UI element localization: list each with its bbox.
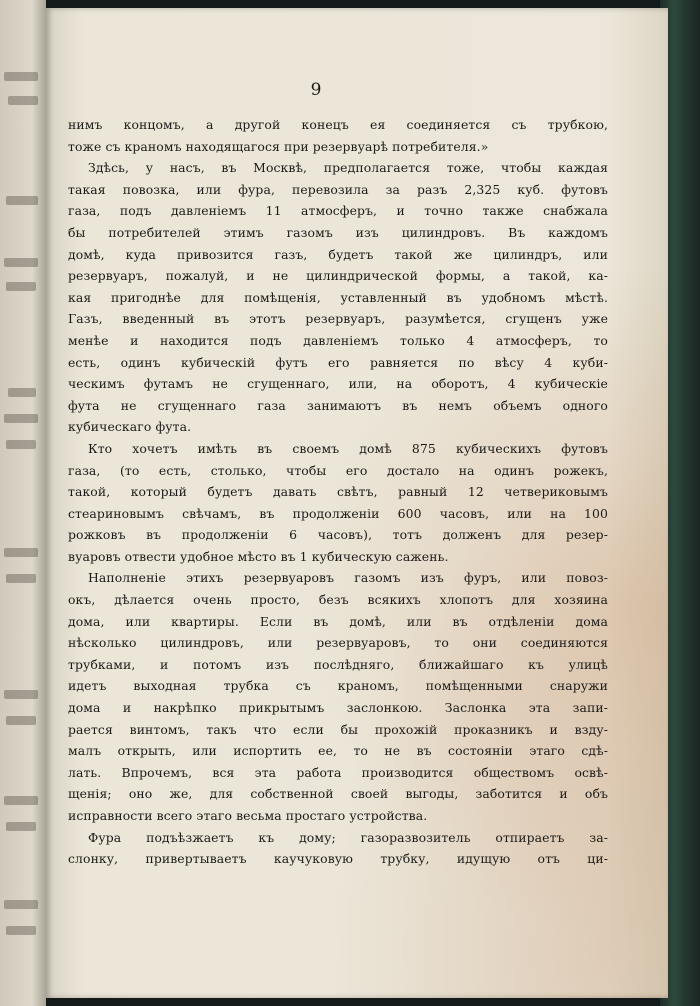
text-line: идетъ выходная трубка съ краномъ, помѣщенными снаружи [68,678,608,694]
text-line: газа, (то есть, столько, чтобы его достало на одинъ рожекъ, [68,462,608,478]
text-line: дома, или квартиры. Если въ домѣ, или въ отдѣленіи дома [68,613,608,629]
text-line: щенія; оно же, для собственной своей выгоды, заботится и объ [68,786,608,802]
paragraph [68,114,608,157]
text-line: дома и накрѣпко прикрытымъ заслонкою. Заслонка эта запи- [68,700,608,716]
text-line: Фура подъѣзжаетъ къ дому; газоразвозитель отпираетъ за- [88,829,608,845]
text-line: такая повозка, или фура, перевозила за разъ 2,325 куб. футовъ [68,181,608,197]
text-line: трубками, и потомъ изъ послѣдняго, ближайшаго къ улицѣ [68,656,608,672]
text-line: ческимъ футамъ не сгущеннаго, или, на оборотъ, 4 кубическіе [68,376,608,392]
text-line: домѣ, куда привозится газъ, будетъ такой же цилиндръ, или [68,246,608,262]
text-line: вуаровъ отвести удобное мѣсто въ 1 кубическую сажень. [68,548,449,564]
paragraph [68,438,608,568]
text-line: нимъ концомъ, а другой конецъ ея соединяется съ трубкою, [68,117,608,132]
text-line: слонку, привертываетъ каучуковую трубку, идущую отъ ци- [68,851,608,867]
text-line: есть, одинъ кубическій футъ его равняется по вѣсу 4 куби- [68,354,608,370]
text-line: резервуаръ, пожалуй, и не цилиндрической формы, а такой, ка- [68,268,608,284]
book-page [46,8,668,998]
text-line: менѣе и находится подъ давленіемъ только 4 атмосферъ, то [68,332,608,348]
text-line: тоже съ краномъ находящагося при резервуарѣ потребителя.» [68,138,489,154]
text-line: фута не сгущеннаго газа занимаютъ въ немъ объемъ одного [68,397,608,413]
text-line: газа, подъ давленіемъ 11 атмосферъ, и точно также снабжала [68,203,608,219]
page-number: 9 [310,80,322,100]
paragraph [68,157,608,438]
text-line: рается винтомъ, такъ что если бы прохожій проказникъ и взду- [68,721,608,737]
paragraph [68,827,608,870]
text-line: такой, который будетъ давать свѣтъ, равный 12 четвериковымъ [68,484,608,500]
text-line: Здѣсь, у насъ, въ Москвѣ, предполагается тоже, чтобы каждая [88,160,608,176]
paragraph [68,567,608,826]
text-line: лать. Впрочемъ, вся эта работа производится обществомъ освѣ- [68,764,608,780]
text-line: кубическаго фута. [68,419,192,435]
text-line: нѣсколько цилиндровъ, или резервуаровъ, то они соединяются [68,635,608,651]
text-line: Кто хочетъ имѣть въ своемъ домѣ 875 кубическихъ футовъ [88,440,608,456]
text-line: Газъ, введенный въ этотъ резервуаръ, разумѣется, сгущенъ уже [68,311,608,327]
text-line: бы потребителей этимъ газомъ изъ цилиндровъ. Въ каждомъ [68,224,608,240]
text-line: рожковъ въ продолженіи 6 часовъ), тотъ долженъ для резер- [68,527,608,543]
text-line: малъ открыть, или испортить ее, то не въ состояніи этаго сдѣ- [68,743,608,759]
text-line: стеариновымъ свѣчамъ, въ продолженіи 600 часовъ, или на 100 [68,505,608,521]
text-line: Наполненіе этихъ резервуаровъ газомъ изъ фуръ, или повоз- [88,570,608,586]
text-line: исправности всего этаго весьма простаго устройства. [68,808,428,823]
facing-page-edge [0,0,46,1006]
text-line: окъ, дѣлается очень просто, безъ всякихъ хлопотъ для хозяина [68,592,608,608]
page-text [68,114,608,870]
text-line: кая пригоднѣе для помѣщенія, уставленный въ удобномъ мѣстѣ. [68,289,608,305]
